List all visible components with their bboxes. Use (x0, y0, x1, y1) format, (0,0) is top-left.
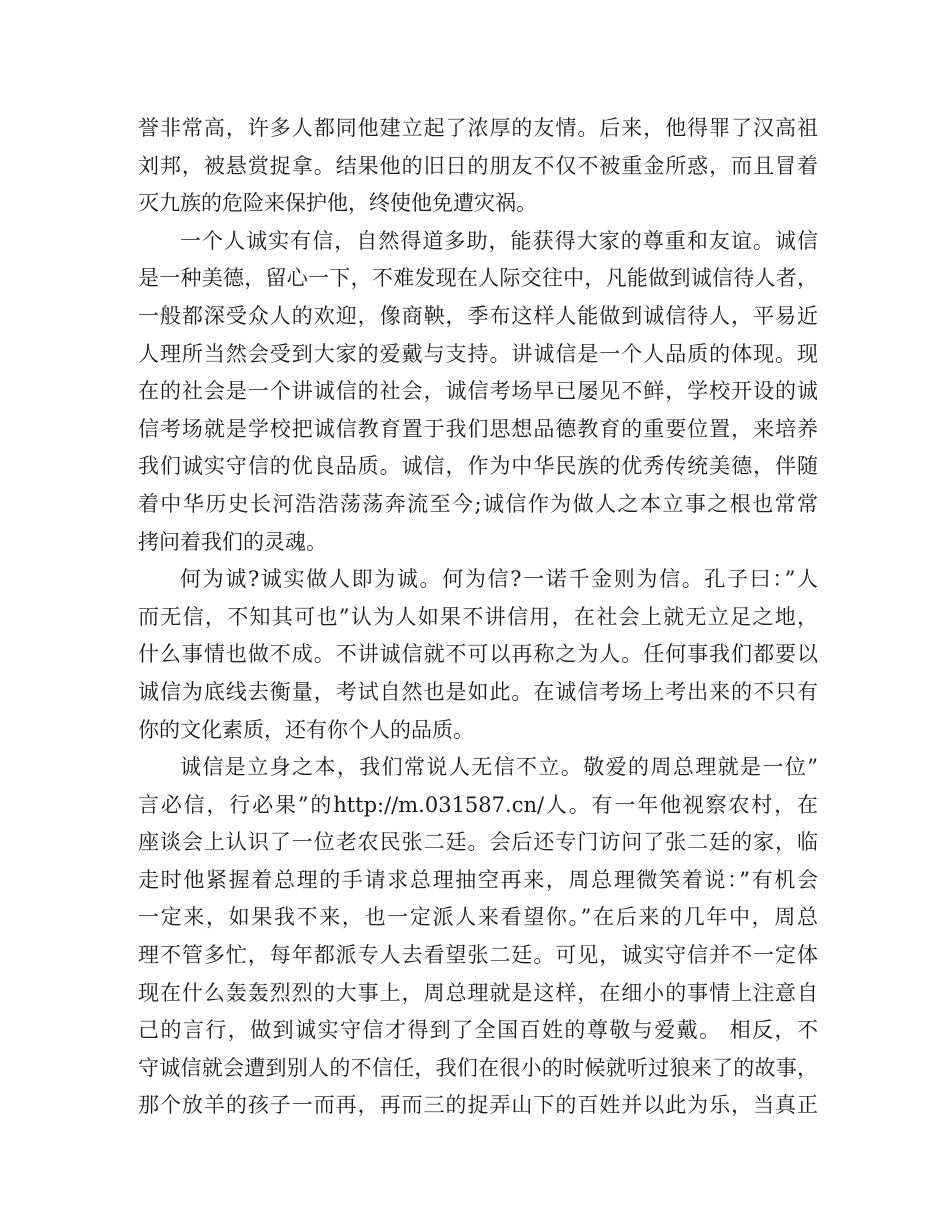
text-line: 我们诚实守信的优良品质。诚信，作为中华民族的优秀传统美德，伴随 (138, 454, 818, 479)
text-line: 现在什么轰轰烈烈的大事上，周总理就是这样，在细小的事情上注意自 (138, 980, 818, 1005)
text-line: 灭九族的危险来保护他，终使他免遭灾祸。 (138, 191, 537, 216)
text-line: 什么事情也做不成。不讲诚信就不可以再称之为人。任何事我们都要以 (138, 642, 818, 667)
text-line: 是一种美德，留心一下，不难发现在人际交往中，凡能做到诚信待人者， (138, 266, 818, 291)
text-line: 信考场就是学校把诚信教育置于我们思想品德教育的重要位置，来培养 (138, 416, 818, 441)
text-line: 一定来，如果我不来，也一定派人来看望你。”在后来的几年中，周总 (138, 905, 818, 930)
text-line: 己的言行，做到诚实守信才得到了全国百姓的尊敬与爱戴。 相反，不 (138, 1018, 818, 1043)
text-line: 着中华历史长河浩浩荡荡奔流至今;诚信作为做人之本立事之根也常常 (138, 491, 818, 516)
text-line: 诚信是立身之本，我们常说人无信不立。敬爱的周总理就是一位” (180, 755, 818, 780)
text-line: 走时他紧握着总理的手请求总理抽空再来，周总理微笑着说：”有机会 (138, 867, 818, 892)
text-line: 人理所当然会受到大家的爱戴与支持。讲诚信是一个人品质的体现。现 (138, 341, 818, 366)
text-line: 诚信为底线去衡量，考试自然也是如此。在诚信考场上考出来的不只有 (138, 679, 818, 704)
text-line: 理不管多忙，每年都派专人去看望张二廷。可见，诚实守信并不一定体 (138, 943, 818, 968)
text-line: 何为诚?诚实做人即为诚。何为信?一诺千金则为信。孔子曰：”人 (180, 567, 818, 592)
text-line: 守诚信就会遭到别人的不信任，我们在很小的时候就听过狼来了的故事， (138, 1055, 818, 1080)
text-line: 那个放羊的孩子一而再，再而三的捉弄山下的百姓并以此为乐，当真正 (138, 1093, 818, 1118)
text-line: 一个人诚实有信，自然得道多助，能获得大家的尊重和友谊。诚信 (180, 228, 818, 253)
text-line: 座谈会上认识了一位老农民张二廷。会后还专门访问了张二廷的家，临 (138, 830, 818, 855)
text-line: 言必信，行必果”的http://m.031587.cn/人。有一年他视察农村，在 (138, 792, 818, 817)
text-line: 拷问着我们的灵魂。 (138, 529, 327, 554)
text-line: 誉非常高，许多人都同他建立起了浓厚的友情。后来，他得罪了汉高祖 (138, 116, 818, 140)
document-body (138, 110, 818, 1125)
text-line: 而无信，不知其可也”认为人如果不讲信用，在社会上就无立足之地， (138, 604, 818, 629)
text-line: 一般都深受众人的欢迎，像商鞅，季布这样人能做到诚信待人，平易近 (138, 303, 818, 328)
text-line: 刘邦，被悬赏捉拿。结果他的旧日的朋友不仅不被重金所惑，而且冒着 (138, 153, 818, 178)
text-line: 你的文化素质，还有你个人的品质。 (138, 717, 474, 742)
text-line: 在的社会是一个讲诚信的社会，诚信考场早已屡见不鲜，学校开设的诚 (138, 379, 818, 404)
